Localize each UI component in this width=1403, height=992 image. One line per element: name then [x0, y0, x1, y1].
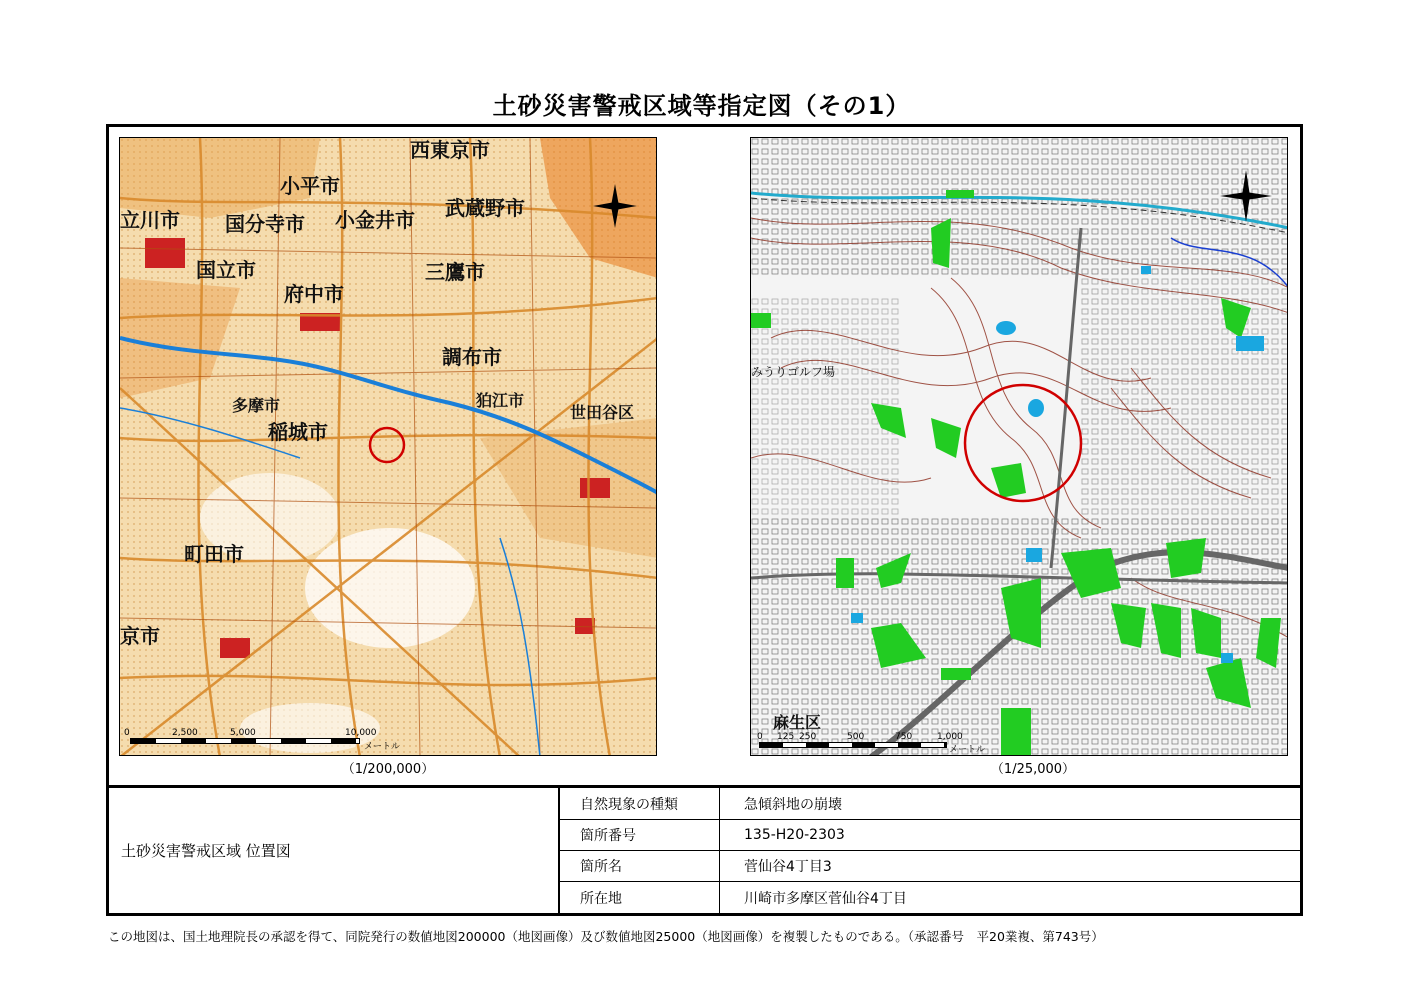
info-row [560, 819, 1300, 850]
scale-tick: 125 [777, 732, 795, 742]
info-location-label: 土砂災害警戒区域 位置図 [121, 842, 291, 860]
info-table [558, 788, 1300, 913]
map-label: 国立市 [196, 258, 256, 282]
scale-tick: 2,500 [172, 728, 198, 738]
map-label: 国分寺市 [225, 212, 305, 236]
map-label: 麻生区 [773, 713, 822, 732]
map-label: 小金井市 [335, 208, 415, 232]
info-key: 箇所名 [560, 851, 720, 881]
map-label: 多摩市 [232, 396, 281, 415]
left-map-scale: （1/200,000） [341, 762, 435, 777]
info-key: 所在地 [560, 882, 720, 913]
info-row [560, 881, 1300, 913]
info-value: 菅仙谷4丁目3 [744, 859, 832, 875]
scale-bar [759, 742, 947, 748]
scale-tick: 10,000 [345, 728, 377, 738]
scale-tick: 0 [124, 728, 130, 738]
map-label: 世田谷区 [570, 403, 635, 422]
map-label: 町田市 [184, 542, 244, 566]
map-label: 立川市 [120, 208, 180, 232]
map-label: 西東京市 [410, 138, 490, 162]
map-label: 三鷹市 [425, 260, 485, 284]
scale-unit: メートル [949, 745, 986, 755]
map-label: 調布市 [442, 345, 502, 369]
scale-tick: 750 [895, 732, 913, 742]
scale-bar [130, 738, 360, 744]
info-value: 急傾斜地の崩壊 [744, 796, 842, 813]
overview-map[interactable] [119, 137, 657, 756]
copyright-footnote: この地図は、国土地理院長の承認を得て、同院発行の数値地図200000（地図画像）及び数値地図25000（地図画像）を複製したものである。（承認番号 平20業複、第743号） [108, 929, 1104, 944]
map-label: 狛江市 [476, 391, 525, 410]
scale-tick: 250 [799, 732, 817, 742]
info-row [560, 850, 1300, 881]
map-label: 小平市 [280, 174, 340, 198]
scale-tick: 0 [757, 732, 763, 742]
detail-map[interactable] [750, 137, 1288, 756]
info-row [560, 788, 1300, 819]
info-key: 箇所番号 [560, 820, 720, 850]
detail-map-graphics [751, 138, 1288, 756]
scale-tick: 5,000 [230, 728, 256, 738]
map-label: 府中市 [284, 282, 344, 306]
map-label: 京市 [120, 624, 160, 648]
map-label: 武蔵野市 [445, 196, 525, 220]
scale-tick: 1,000 [937, 732, 963, 742]
info-value: 川崎市多摩区菅仙谷4丁目 [744, 890, 907, 907]
right-map-scale: （1/25,000） [990, 762, 1076, 777]
scale-unit: メートル [364, 742, 401, 752]
page-title: 土砂災害警戒区域等指定図（その1） [492, 92, 911, 120]
map-label: みうりゴルフ場 [751, 365, 836, 379]
info-value: 135-H20-2303 [744, 827, 845, 843]
scale-tick: 500 [847, 732, 865, 742]
info-key: 自然現象の種類 [560, 788, 720, 819]
map-label: 稲城市 [268, 420, 328, 444]
